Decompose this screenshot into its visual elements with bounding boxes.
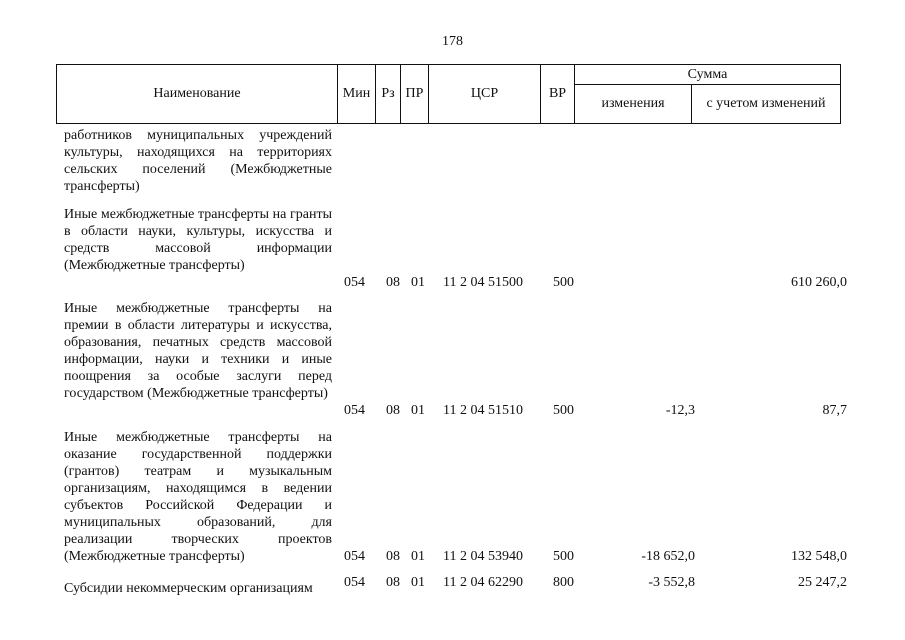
row-total: 25 247,2 [798,575,847,590]
row-changes: -12,3 [665,403,695,418]
header-rz: Рз [376,65,401,124]
row-name: Субсидии некоммерческим организациям [64,581,313,596]
header-with-changes: с учетом изменений [692,85,841,124]
row-pr: 01 [411,549,425,564]
row-name: Иные межбюджетные трансферты на премии в области литературы и искусства, образования, печатных средств массовой информации, науки и техники и иные поощрения за особые заслуги перед государством (Межбюджетные трансферты) [64,301,332,401]
row-vr: 500 [553,549,574,564]
row-min: 054 [344,403,365,418]
row-changes: -3 552,8 [648,575,695,590]
row-changes: -18 652,0 [641,549,695,564]
row-total: 87,7 [822,403,847,418]
header-name: Наименование [57,65,338,124]
row-name: Иные межбюджетные трансферты на гранты в области науки, культуры, искусства и средств массовой информации (Межбюджетные трансферты) [64,207,332,273]
header-pr: ПР [401,65,429,124]
row-pr: 01 [411,275,425,290]
row-min: 054 [344,275,365,290]
header-vr: ВР [541,65,575,124]
header-sum: Сумма [575,65,841,85]
row-total: 610 260,0 [791,275,847,290]
row-name: Иные межбюджетные трансферты на оказание государственной поддержки (грантов) театрам и музыкальным организациям, находящимся в ведении субъектов Российской Федерации и муниципальных образований, для реализации творческих проектов (Межбюджетные трансферты) [64,430,332,564]
row-total: 132 548,0 [791,549,847,564]
row-rz: 08 [386,575,400,590]
header-csr: ЦСР [429,65,541,124]
row-rz: 08 [386,403,400,418]
row-vr: 800 [553,575,574,590]
row-csr: 11 2 04 51500 [443,275,523,290]
header-changes: изменения [575,85,692,124]
row-csr: 11 2 04 62290 [443,575,523,590]
row-name: работников муниципальных учреждений культуры, находящихся на территориях сельских поселений (Межбюджетные трансферты) [64,128,332,194]
row-vr: 500 [553,275,574,290]
row-csr: 11 2 04 51510 [443,403,523,418]
row-min: 054 [344,575,365,590]
row-min: 054 [344,549,365,564]
row-rz: 08 [386,275,400,290]
page-number: 178 [442,34,463,49]
row-pr: 01 [411,575,425,590]
row-rz: 08 [386,549,400,564]
row-vr: 500 [553,403,574,418]
row-csr: 11 2 04 53940 [443,549,523,564]
row-pr: 01 [411,403,425,418]
table-header [56,64,841,124]
header-min: Мин [338,65,376,124]
